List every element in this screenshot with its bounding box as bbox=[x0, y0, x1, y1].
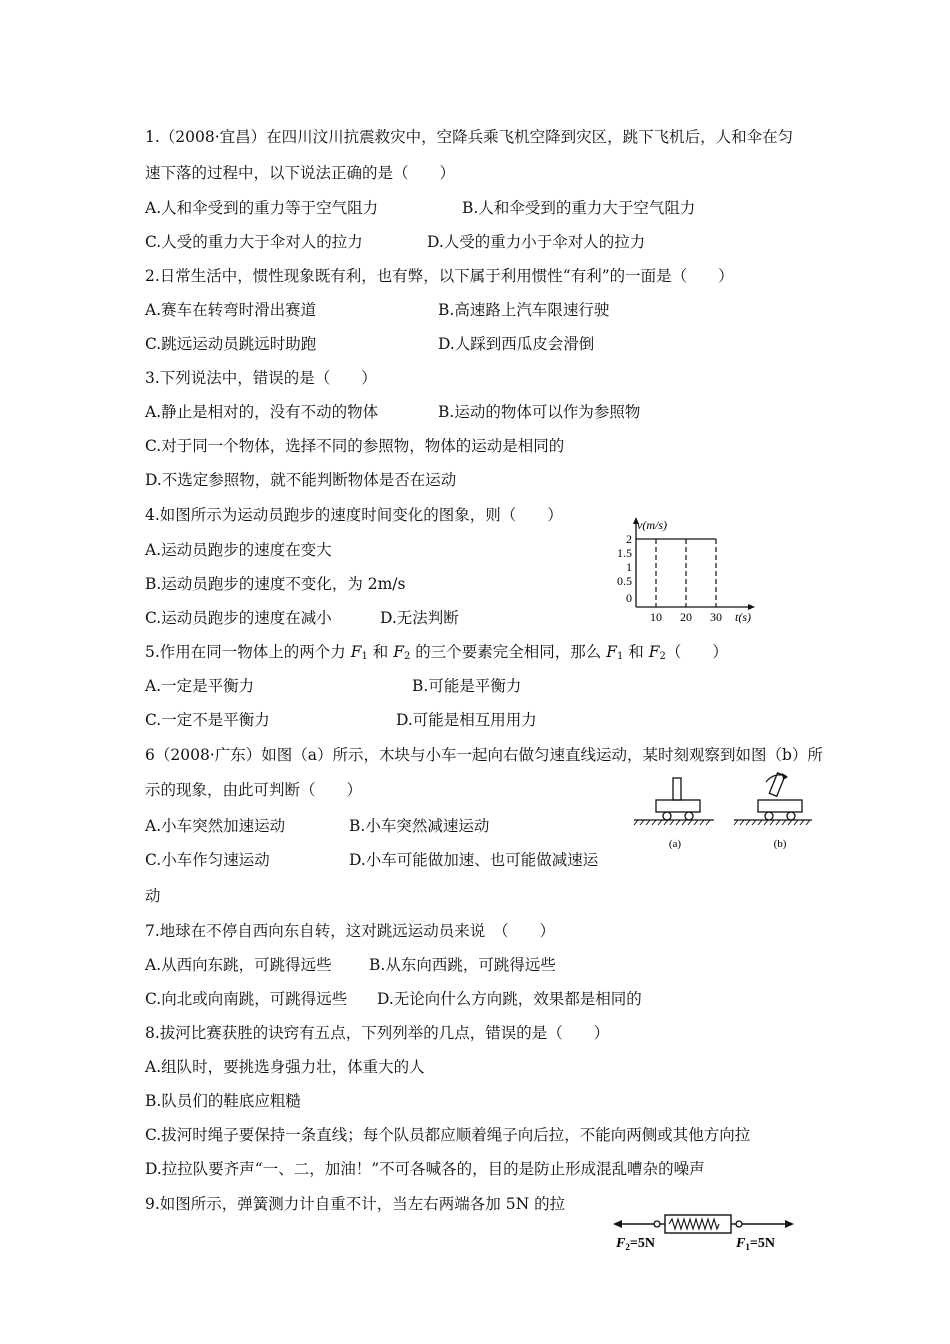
q1-option-a: A.人和伞受到的重力等于空气阻力 bbox=[145, 199, 379, 217]
q1-option-c: C.人受的重力大于伞对人的拉力 bbox=[145, 233, 363, 251]
q6-stem-line1: 6（2008·广东）如图（a）所示，木块与小车一起向右做匀速直线运动，某时刻观察到如图（b）所 bbox=[145, 746, 823, 764]
q8-option-c: C.拔河时绳子要保持一条直线；每个队员都应顺着绳子向后拉，不能向两侧或其他方向拉 bbox=[145, 1126, 751, 1144]
q5-f1-sub: 1 bbox=[361, 651, 368, 662]
graph-ytick: 1 bbox=[626, 560, 632, 574]
q3-option-b: B.运动的物体可以作为参照物 bbox=[438, 403, 641, 421]
q1-stem-line2: 速下落的过程中，以下说法正确的是（ ） bbox=[145, 164, 456, 182]
q9-f2-sub: 2 bbox=[625, 1242, 630, 1250]
q9-stem: 9.如图所示，弹簧测力计自重不计，当左右两端各加 5N 的拉 bbox=[145, 1195, 566, 1213]
q6-option-c: C.小车作匀速运动 bbox=[145, 851, 270, 869]
q9-f1-sub: 1 bbox=[745, 1242, 750, 1250]
graph-y-axis-label: v(m/s) bbox=[637, 518, 667, 532]
q9-f2-letter: F bbox=[616, 1236, 626, 1250]
q7-option-b: B.从东向西跳，可跳得远些 bbox=[369, 956, 556, 974]
q6-option-a: A.小车突然加速运动 bbox=[145, 817, 286, 835]
q5-mid3: 和 bbox=[623, 643, 649, 661]
fig-b-label: (b) bbox=[773, 838, 787, 850]
q6-cart-figures bbox=[630, 770, 816, 852]
graph-xtick: 30 bbox=[710, 610, 722, 624]
q5-f1b: F bbox=[606, 643, 617, 661]
q5-f1: F bbox=[350, 643, 362, 661]
q3-stem: 3.下列说法中，错误的是（ ） bbox=[145, 369, 377, 387]
q5-stem-post: （ ） bbox=[665, 643, 728, 661]
q5-stem-pre: 5.作用在同一物体上的两个力 bbox=[145, 643, 351, 661]
q8-option-a: A.组队时，要挑选身强力壮，体重大的人 bbox=[145, 1058, 425, 1076]
q8-option-b: B.队员们的鞋底应粗糙 bbox=[145, 1092, 301, 1110]
q2-option-c: C.跳远运动员跳远时助跑 bbox=[145, 335, 317, 353]
q2-stem: 2.日常生活中，惯性现象既有利，也有弊，以下属于利用惯性“有利”的一面是（ ） bbox=[145, 267, 734, 285]
q9-f2-label bbox=[615, 1236, 655, 1250]
graph-xtick: 10 bbox=[650, 610, 662, 624]
q2-option-a: A.赛车在转弯时滑出赛道 bbox=[145, 301, 317, 319]
q6-option-d-continued: 动 bbox=[145, 887, 161, 905]
q2-option-d: D.人踩到西瓜皮会滑倒 bbox=[438, 335, 595, 353]
q4-stem: 4.如图所示为运动员跑步的速度时间变化的图象，则（ ） bbox=[145, 506, 563, 524]
q5-f2b-sub: 2 bbox=[659, 651, 666, 662]
q5-mid1: 和 bbox=[367, 643, 394, 661]
q6-option-d: D.小车可能做加速、也可能做减速运 bbox=[349, 851, 599, 869]
q3-option-a: A.静止是相对的，没有不动的物体 bbox=[145, 403, 379, 421]
graph-ytick: 0.5 bbox=[617, 574, 632, 588]
graph-ytick: 1.5 bbox=[617, 546, 632, 560]
q5-f2-sub: 2 bbox=[403, 651, 411, 662]
graph-xtick: 20 bbox=[680, 610, 692, 624]
q4-option-a: A.运动员跑步的速度在变大 bbox=[145, 541, 332, 559]
q9-f1-letter: F bbox=[736, 1236, 746, 1250]
q6-stem-line2: 示的现象，由此可判断（ ） bbox=[145, 781, 363, 799]
q7-option-c: C.向北或向南跳，可跳得远些 bbox=[145, 990, 348, 1008]
q5-stem bbox=[145, 642, 728, 667]
q4-option-b: B.运动员跑步的速度不变化，为 2m/s bbox=[145, 575, 406, 593]
q3-option-c: C.对于同一个物体，选择不同的参照物，物体的运动是相同的 bbox=[145, 437, 565, 455]
q5-f1b-sub: 1 bbox=[616, 651, 624, 662]
q9-spring-scale-figure bbox=[610, 1210, 800, 1250]
q4-option-c: C.运动员跑步的速度在减小 bbox=[145, 609, 332, 627]
q5-option-a: A.一定是平衡力 bbox=[145, 677, 255, 695]
q9-f1-value: =5N bbox=[749, 1236, 775, 1250]
q2-option-b: B.高速路上汽车限速行驶 bbox=[438, 301, 610, 319]
q8-stem: 8.拔河比赛获胜的诀窍有五点，下列列举的几点，错误的是（ ） bbox=[145, 1024, 610, 1042]
q5-option-c: C.一定不是平衡力 bbox=[145, 711, 270, 729]
q1-option-d: D.人受的重力小于伞对人的拉力 bbox=[427, 233, 646, 251]
graph-ytick: 2 bbox=[626, 532, 632, 546]
q4-velocity-time-graph bbox=[606, 516, 766, 628]
q7-stem: 7.地球在不停自西向东自转，这对跳远运动员来说 （ ） bbox=[145, 922, 556, 940]
q3-option-d: D.不选定参照物，就不能判断物体是否在运动 bbox=[145, 471, 457, 489]
q5-option-b: B.可能是平衡力 bbox=[412, 677, 522, 695]
q1-stem-line1: 1.（2008·宜昌）在四川汶川抗震救灾中，空降兵乘飞机空降到灾区，跳下飞机后，人和伞在匀 bbox=[145, 128, 794, 146]
graph-x-axis-label: t(s) bbox=[735, 610, 751, 624]
q5-f2b: F bbox=[648, 643, 660, 661]
fig-a-label: (a) bbox=[668, 838, 682, 850]
q6-option-b: B.小车突然减速运动 bbox=[349, 817, 490, 835]
q7-option-d: D.无论向什么方向跳，效果都是相同的 bbox=[377, 990, 642, 1008]
q8-option-d: D.拉拉队要齐声“一、二，加油！”不可各喊各的，目的是防止形成混乱嘈杂的噪声 bbox=[145, 1160, 705, 1178]
q1-option-b: B.人和伞受到的重力大于空气阻力 bbox=[462, 199, 696, 217]
q4-option-d: D.无法判断 bbox=[380, 609, 459, 627]
q9-f1-label bbox=[735, 1236, 775, 1250]
q5-f2: F bbox=[393, 643, 404, 661]
q5-mid2: 的三个要素完全相同，那么 bbox=[410, 643, 607, 661]
q5-option-d: D.可能是相互用用力 bbox=[396, 711, 537, 729]
q9-f2-value: =5N bbox=[629, 1236, 655, 1250]
q7-option-a: A.从西向东跳，可跳得远些 bbox=[145, 956, 332, 974]
graph-ytick: 0 bbox=[626, 591, 632, 605]
